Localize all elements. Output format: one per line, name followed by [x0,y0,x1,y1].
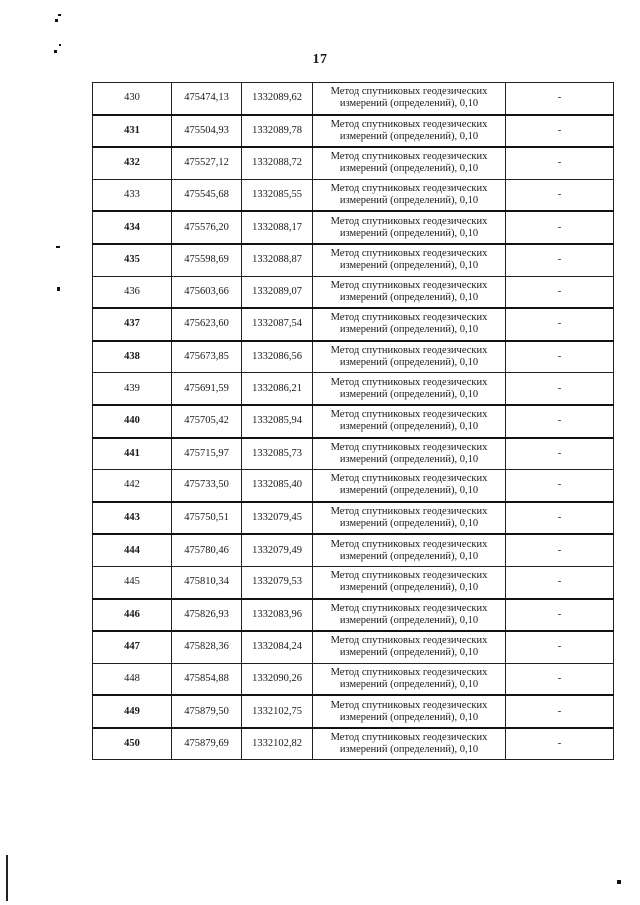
x-coordinate-cell: 475527,12 [172,147,242,179]
method-cell [313,728,506,760]
y-coordinate-cell: 1332085,40 [242,470,313,502]
scan-edge-line [6,855,8,901]
method-line-1: Метод спутниковых геодезических [330,345,488,357]
extra-cell: - [506,179,614,211]
method-line-2: измерений (определений), 0,10 [339,163,479,175]
method-line-2: измерений (определений), 0,10 [339,614,479,626]
method-cell [313,308,506,341]
method-line-1: Метод спутниковых геодезических [330,86,488,98]
table-body [93,83,614,760]
table-row [93,83,614,115]
extra-cell: - [506,566,614,598]
point-number-cell: 442 [93,470,172,502]
method-line-1: Метод спутниковых геодезических [330,151,488,163]
y-coordinate-cell: 1332079,49 [242,534,313,566]
scan-mark [59,44,61,46]
point-number-cell: 433 [93,179,172,211]
y-coordinate-cell: 1332102,75 [242,695,313,728]
method-line-1: Метод спутниковых геодезических [330,506,488,518]
extra-cell: - [506,405,614,438]
extra-cell: - [506,695,614,728]
y-coordinate-cell: 1332089,07 [242,276,313,308]
point-number-cell: 446 [93,599,172,632]
x-coordinate-cell: 475691,59 [172,373,242,405]
point-number-cell: 437 [93,308,172,341]
table-row [93,115,614,148]
table-row [93,728,614,760]
extra-cell: - [506,83,614,115]
method-cell [313,502,506,535]
method-line-2: измерений (определений), 0,10 [339,324,479,336]
method-line-2: измерений (определений), 0,10 [339,421,479,433]
point-number-cell: 445 [93,566,172,598]
extra-cell: - [506,147,614,179]
method-line-2: измерений (определений), 0,10 [339,260,479,272]
y-coordinate-cell: 1332086,56 [242,341,313,373]
method-line-1: Метод спутниковых геодезических [330,473,488,485]
method-line-2: измерений (определений), 0,10 [339,227,479,239]
point-number-cell: 430 [93,83,172,115]
method-cell [313,695,506,728]
scan-mark [617,880,621,884]
x-coordinate-cell: 475623,60 [172,308,242,341]
y-coordinate-cell: 1332089,78 [242,115,313,148]
method-cell [313,470,506,502]
table-row [93,566,614,598]
method-cell [313,83,506,115]
x-coordinate-cell: 475733,50 [172,470,242,502]
extra-cell: - [506,470,614,502]
method-line-1: Метод спутниковых геодезических [330,376,488,388]
x-coordinate-cell: 475673,85 [172,341,242,373]
extra-cell: - [506,663,614,695]
y-coordinate-cell: 1332085,55 [242,179,313,211]
table-row [93,341,614,373]
method-line-1: Метод спутниковых геодезических [330,279,488,291]
method-cell [313,276,506,308]
method-line-2: измерений (определений), 0,10 [339,647,479,659]
method-line-1: Метод спутниковых геодезических [330,538,488,550]
x-coordinate-cell: 475576,20 [172,211,242,244]
table-row [93,405,614,438]
point-number-cell: 444 [93,534,172,566]
point-number-cell: 443 [93,502,172,535]
y-coordinate-cell: 1332086,21 [242,373,313,405]
table-row [93,502,614,535]
method-line-1: Метод спутниковых геодезических [330,635,488,647]
coordinates-table [92,82,614,760]
table-row [93,599,614,632]
method-line-1: Метод спутниковых геодезических [330,248,488,260]
y-coordinate-cell: 1332088,17 [242,211,313,244]
x-coordinate-cell: 475474,13 [172,83,242,115]
table-row [93,631,614,663]
scan-mark [58,14,61,16]
extra-cell: - [506,534,614,566]
method-line-1: Метод спутниковых геодезических [330,118,488,130]
table-row [93,308,614,341]
method-line-1: Метод спутниковых геодезических [330,666,488,678]
method-cell [313,663,506,695]
table-row [93,534,614,566]
method-cell [313,179,506,211]
method-line-1: Метод спутниковых геодезических [330,312,488,324]
point-number-cell: 441 [93,438,172,470]
y-coordinate-cell: 1332079,53 [242,566,313,598]
method-cell [313,373,506,405]
extra-cell: - [506,308,614,341]
method-line-2: измерений (определений), 0,10 [339,485,479,497]
x-coordinate-cell: 475810,34 [172,566,242,598]
method-cell [313,115,506,148]
x-coordinate-cell: 475504,93 [172,115,242,148]
method-line-2: измерений (определений), 0,10 [339,711,479,723]
point-number-cell: 434 [93,211,172,244]
point-number-cell: 435 [93,244,172,276]
x-coordinate-cell: 475545,68 [172,179,242,211]
method-line-1: Метод спутниковых геодезических [330,183,488,195]
table-row [93,373,614,405]
point-number-cell: 447 [93,631,172,663]
method-cell [313,405,506,438]
y-coordinate-cell: 1332085,94 [242,405,313,438]
method-cell [313,211,506,244]
y-coordinate-cell: 1332079,45 [242,502,313,535]
method-line-2: измерений (определений), 0,10 [339,130,479,142]
x-coordinate-cell: 475828,36 [172,631,242,663]
table-row [93,211,614,244]
method-line-2: измерений (определений), 0,10 [339,550,479,562]
method-line-1: Метод спутниковых геодезических [330,699,488,711]
extra-cell: - [506,276,614,308]
method-line-1: Метод спутниковых геодезических [330,602,488,614]
extra-cell: - [506,373,614,405]
x-coordinate-cell: 475879,50 [172,695,242,728]
y-coordinate-cell: 1332084,24 [242,631,313,663]
method-line-1: Метод спутниковых геодезических [330,441,488,453]
method-cell [313,244,506,276]
x-coordinate-cell: 475780,46 [172,534,242,566]
extra-cell: - [506,341,614,373]
method-line-2: измерений (определений), 0,10 [339,357,479,369]
method-cell [313,438,506,470]
method-line-1: Метод спутниковых геодезических [330,215,488,227]
table-row [93,147,614,179]
method-line-2: измерений (определений), 0,10 [339,98,479,110]
point-number-cell: 448 [93,663,172,695]
table-row [93,179,614,211]
method-line-2: измерений (определений), 0,10 [339,582,479,594]
x-coordinate-cell: 475879,69 [172,728,242,760]
y-coordinate-cell: 1332102,82 [242,728,313,760]
extra-cell: - [506,599,614,632]
y-coordinate-cell: 1332088,72 [242,147,313,179]
method-line-2: измерений (определений), 0,10 [339,518,479,530]
extra-cell: - [506,244,614,276]
extra-cell: - [506,438,614,470]
page-number: 17 [312,52,328,67]
method-line-2: измерений (определений), 0,10 [339,388,479,400]
method-line-2: измерений (определений), 0,10 [339,744,479,756]
y-coordinate-cell: 1332090,26 [242,663,313,695]
extra-cell: - [506,728,614,760]
y-coordinate-cell: 1332088,87 [242,244,313,276]
point-number-cell: 438 [93,341,172,373]
point-number-cell: 449 [93,695,172,728]
table-row [93,470,614,502]
point-number-cell: 432 [93,147,172,179]
extra-cell: - [506,211,614,244]
extra-cell: - [506,631,614,663]
scan-mark [55,19,58,22]
method-cell [313,341,506,373]
method-line-2: измерений (определений), 0,10 [339,291,479,303]
y-coordinate-cell: 1332087,54 [242,308,313,341]
method-line-2: измерений (определений), 0,10 [339,453,479,465]
method-cell [313,534,506,566]
x-coordinate-cell: 475705,42 [172,405,242,438]
method-cell [313,147,506,179]
y-coordinate-cell: 1332089,62 [242,83,313,115]
scan-mark [57,287,60,291]
x-coordinate-cell: 475715,97 [172,438,242,470]
x-coordinate-cell: 475854,88 [172,663,242,695]
y-coordinate-cell: 1332085,73 [242,438,313,470]
x-coordinate-cell: 475826,93 [172,599,242,632]
table-row [93,695,614,728]
point-number-cell: 440 [93,405,172,438]
table-row [93,438,614,470]
point-number-cell: 436 [93,276,172,308]
point-number-cell: 450 [93,728,172,760]
table-row [93,663,614,695]
extra-cell: - [506,115,614,148]
x-coordinate-cell: 475750,51 [172,502,242,535]
scan-mark [56,246,60,248]
method-line-2: измерений (определений), 0,10 [339,678,479,690]
point-number-cell: 439 [93,373,172,405]
method-line-1: Метод спутниковых геодезических [330,732,488,744]
method-cell [313,566,506,598]
extra-cell: - [506,502,614,535]
method-line-1: Метод спутниковых геодезических [330,570,488,582]
method-line-1: Метод спутниковых геодезических [330,409,488,421]
point-number-cell: 431 [93,115,172,148]
table-row [93,276,614,308]
method-cell [313,599,506,632]
y-coordinate-cell: 1332083,96 [242,599,313,632]
x-coordinate-cell: 475603,66 [172,276,242,308]
x-coordinate-cell: 475598,69 [172,244,242,276]
method-cell [313,631,506,663]
table-row [93,244,614,276]
method-line-2: измерений (определений), 0,10 [339,195,479,207]
